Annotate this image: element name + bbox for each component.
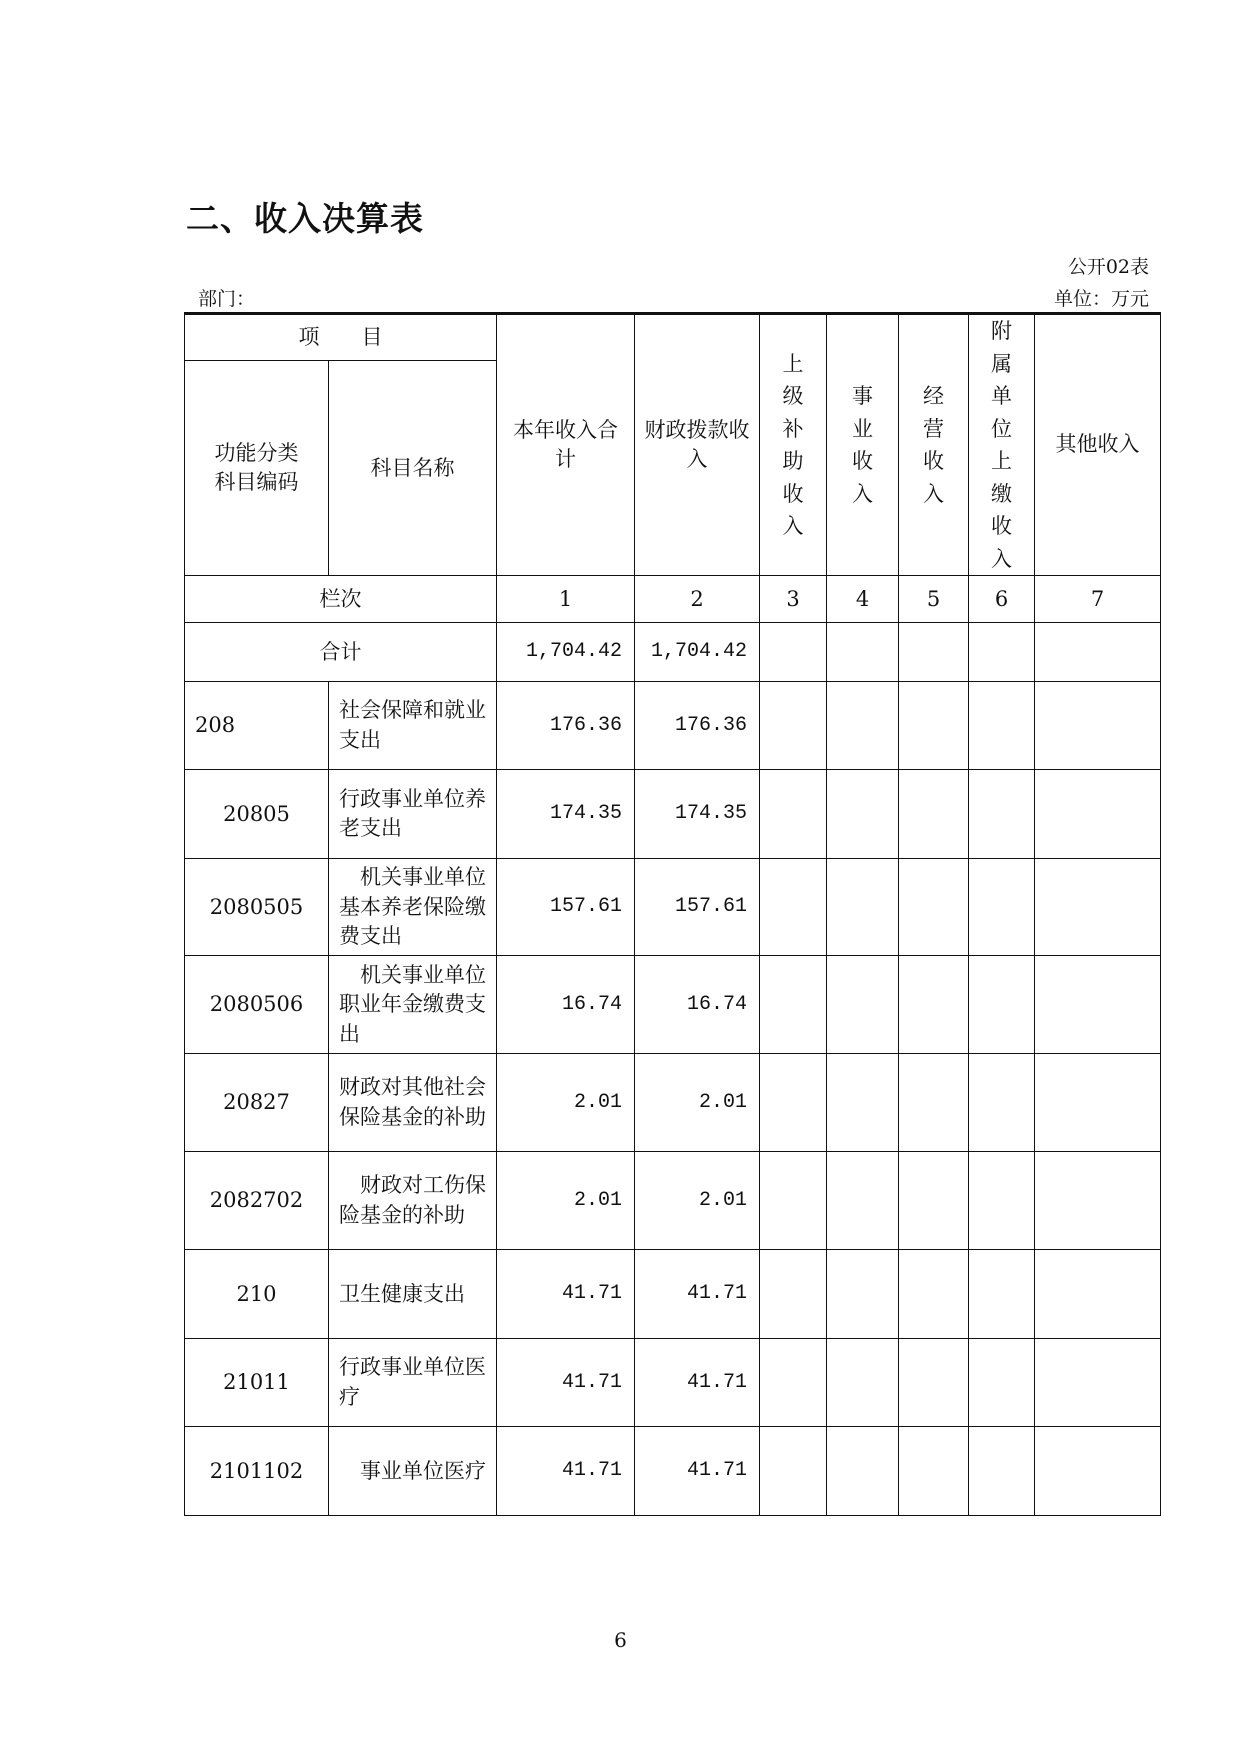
- empty-cell: [1035, 956, 1161, 1054]
- income-table: [184, 312, 1161, 1516]
- col-num: 1: [497, 576, 635, 623]
- c1-cell: 16.74: [497, 956, 635, 1054]
- header-col-5: 经营收入: [899, 314, 969, 576]
- table-row: [185, 956, 1161, 1054]
- empty-cell: [969, 1427, 1035, 1516]
- name-cell: 财政对其他社会保险基金的补助: [329, 1054, 497, 1152]
- code-cell: 2101102: [185, 1427, 329, 1516]
- c1-cell: 2.01: [497, 1152, 635, 1250]
- row-label: 栏次: [185, 576, 497, 623]
- empty-cell: [1035, 682, 1161, 770]
- c2-cell: 157.61: [635, 859, 760, 956]
- col-num: 5: [899, 576, 969, 623]
- empty-cell: [760, 770, 827, 859]
- c2-cell: 41.71: [635, 1427, 760, 1516]
- table-row: [185, 1054, 1161, 1152]
- c2-cell: 16.74: [635, 956, 760, 1054]
- empty-cell: [760, 1339, 827, 1427]
- table-row: [185, 859, 1161, 956]
- empty-cell: [899, 682, 969, 770]
- header-name: 科目名称: [329, 361, 497, 576]
- c1-cell: 41.71: [497, 1427, 635, 1516]
- col-num: 4: [827, 576, 899, 623]
- empty-cell: [827, 770, 899, 859]
- code-cell: 20805: [185, 770, 329, 859]
- empty-cell: [827, 859, 899, 956]
- empty-cell: [1035, 1054, 1161, 1152]
- col-num: 3: [760, 576, 827, 623]
- empty-cell: [1035, 1250, 1161, 1339]
- name-cell: 机关事业单位基本养老保险缴费支出: [329, 859, 497, 956]
- header-col-1: 本年收入合计: [497, 314, 635, 576]
- unit-label: 单位：万元: [1053, 288, 1149, 310]
- code-cell: 210: [185, 1250, 329, 1339]
- code-cell: 20827: [185, 1054, 329, 1152]
- header-col-7: 其他收入: [1035, 314, 1161, 576]
- header-col-3: 上级补助收入: [760, 314, 827, 576]
- empty-cell: [969, 1250, 1035, 1339]
- empty-cell: [760, 1152, 827, 1250]
- empty-cell: [969, 682, 1035, 770]
- c1-cell: 174.35: [497, 770, 635, 859]
- empty-cell: [760, 1054, 827, 1152]
- c2-cell: 174.35: [635, 770, 760, 859]
- table-row: [185, 1339, 1161, 1427]
- col-num: 6: [969, 576, 1035, 623]
- empty-cell: [899, 1427, 969, 1516]
- empty-cell: [969, 1152, 1035, 1250]
- empty-cell: [827, 956, 899, 1054]
- empty-cell: [827, 1250, 899, 1339]
- empty-cell: [899, 859, 969, 956]
- page-number: 6: [614, 1628, 627, 1652]
- name-cell: 机关事业单位职业年金缴费支出: [329, 956, 497, 1054]
- header-col-2: 财政拨款收入: [635, 314, 760, 576]
- empty-cell: [1035, 1427, 1161, 1516]
- c2-cell: 176.36: [635, 682, 760, 770]
- table-row: [185, 1250, 1161, 1339]
- name-cell: 事业单位医疗: [329, 1427, 497, 1516]
- empty-cell: [827, 1339, 899, 1427]
- page-title: 二、收入决算表: [186, 199, 424, 238]
- table-row: [185, 1427, 1161, 1516]
- c2-cell: 41.71: [635, 1250, 760, 1339]
- total-label: 合计: [185, 623, 497, 682]
- empty-cell: [969, 770, 1035, 859]
- col-num: 7: [1035, 576, 1161, 623]
- table-row: [185, 1152, 1161, 1250]
- name-cell: 行政事业单位医疗: [329, 1339, 497, 1427]
- empty-cell: [969, 956, 1035, 1054]
- code-cell: 208: [185, 682, 329, 770]
- empty-cell: [827, 682, 899, 770]
- header-item: 项 目: [185, 314, 497, 361]
- empty-cell: [899, 956, 969, 1054]
- department-label: 部门：: [198, 288, 256, 310]
- empty-cell: [1035, 1152, 1161, 1250]
- table-row: [185, 682, 1161, 770]
- header-col-6: 附属单位上缴收入: [969, 314, 1035, 576]
- col-num: 2: [635, 576, 760, 623]
- name-cell: 社会保障和就业支出: [329, 682, 497, 770]
- total-c1: 1,704.42: [497, 623, 635, 682]
- empty-cell: [899, 1054, 969, 1152]
- empty-cell: [969, 1339, 1035, 1427]
- empty-cell: [969, 1054, 1035, 1152]
- empty-cell: [1035, 1339, 1161, 1427]
- empty-cell: [760, 1250, 827, 1339]
- code-cell: 2080505: [185, 859, 329, 956]
- empty-cell: [827, 1152, 899, 1250]
- empty-cell: [760, 1427, 827, 1516]
- c2-cell: 2.01: [635, 1152, 760, 1250]
- empty-cell: [760, 859, 827, 956]
- c1-cell: 41.71: [497, 1250, 635, 1339]
- code-cell: 2080506: [185, 956, 329, 1054]
- c1-cell: 176.36: [497, 682, 635, 770]
- empty-cell: [1035, 859, 1161, 956]
- empty-cell: [760, 956, 827, 1054]
- c1-cell: 41.71: [497, 1339, 635, 1427]
- total-c2: 1,704.42: [635, 623, 760, 682]
- name-cell: 卫生健康支出: [329, 1250, 497, 1339]
- c2-cell: 2.01: [635, 1054, 760, 1152]
- empty-cell: [969, 859, 1035, 956]
- empty-cell: [1035, 770, 1161, 859]
- header-col-4: 事业收入: [827, 314, 899, 576]
- c1-cell: 157.61: [497, 859, 635, 956]
- empty-cell: [760, 682, 827, 770]
- c1-cell: 2.01: [497, 1054, 635, 1152]
- code-cell: 2082702: [185, 1152, 329, 1250]
- table-row: [185, 770, 1161, 859]
- empty-cell: [899, 1250, 969, 1339]
- empty-cell: [827, 1427, 899, 1516]
- empty-cell: [899, 1339, 969, 1427]
- name-cell: 财政对工伤保险基金的补助: [329, 1152, 497, 1250]
- c2-cell: 41.71: [635, 1339, 760, 1427]
- name-cell: 行政事业单位养老支出: [329, 770, 497, 859]
- total-row: [185, 623, 1161, 682]
- empty-cell: [899, 770, 969, 859]
- empty-cell: [827, 1054, 899, 1152]
- code-cell: 21011: [185, 1339, 329, 1427]
- table-id: 公开02表: [1067, 256, 1149, 278]
- header-code: 功能分类科目编码: [185, 361, 329, 576]
- empty-cell: [899, 1152, 969, 1250]
